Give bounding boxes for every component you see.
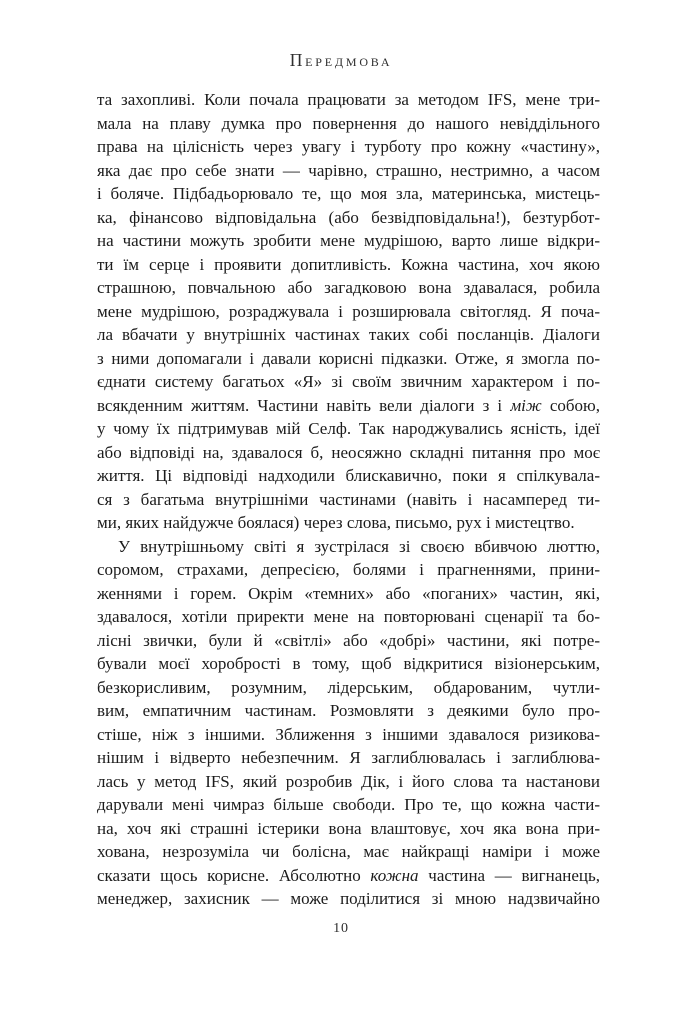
text-line [97, 676, 600, 700]
text-line [97, 206, 600, 230]
text-line [97, 417, 600, 441]
text-segment: хована, незрозуміла чи болісна, має найкращі наміри і може [97, 842, 600, 861]
text-segment: єднати систему багатьох «Я» зі своїм звичним характером і по- [97, 372, 600, 391]
text-segment: безкорисливим, розумним, лідерським, обдарованим, чутли- [97, 677, 600, 697]
text-segment: життя. Ці відповіді надходили блискавично, поки я спілкувала- [97, 466, 600, 485]
text-segment: дарували мені чимраз більше свободи. Про те, що кожна части- [97, 795, 600, 814]
text-segment: ся з багатьма внутрішніми частинами (навіть і насамперед ти- [97, 489, 600, 509]
text-line [97, 699, 600, 723]
text-line [97, 582, 600, 606]
text-segment: частина — вигнанець, [418, 865, 600, 885]
text-segment: здавалося, хотіли приректи мене на повторювані сценарії та бо- [97, 607, 600, 626]
text-line [97, 817, 600, 841]
text-segment: у чому їх підтримував мій Селф. Так народжувались ясність, ідеї [97, 419, 600, 438]
page-number: 10 [333, 921, 349, 936]
text-line [97, 887, 600, 911]
text-segment: сказати щось корисне. Абсолютно [97, 865, 371, 885]
text-line [97, 605, 600, 629]
text-line [97, 323, 600, 347]
text-segment: на частини можуть зробити мене мудрішою, варто лише відкри- [97, 231, 600, 250]
text-segment: всякденним життям. Частини навіть вели діалоги з і [97, 395, 511, 415]
body-text-block [97, 88, 600, 911]
text-segment: соромом, страхами, депресією, болями і прагненнями, прини- [97, 560, 600, 579]
italic-text-segment: кожна [370, 865, 419, 885]
text-line [97, 746, 600, 770]
text-line [97, 464, 600, 488]
text-line [97, 159, 600, 183]
text-segment: права на цілісність через увагу і турботу про кожну «частину», [97, 137, 600, 156]
text-line [97, 629, 600, 653]
text-line [97, 370, 600, 394]
text-line [97, 229, 600, 253]
text-line [97, 488, 600, 512]
text-segment: мала на плаву думка про повернення до нашого невіддільного [97, 113, 600, 133]
chapter-header: Передмова [289, 50, 393, 70]
text-line [97, 770, 600, 794]
text-segment: ти їм серце і проявити допитливість. Кожна частина, хоч якою [97, 254, 600, 274]
text-segment: нішим і відверто небезпечним. Я заглиблювалась і заглиблюва- [97, 748, 600, 767]
text-line [97, 135, 600, 159]
text-segment: бували моєї хоробрості в тому, щоб відкритися візіонерським, [97, 654, 600, 673]
text-segment: лісні звички, були й «світлі» або «добрі» частини, які потре- [97, 630, 600, 650]
text-segment: яка дає про себе знати — чарівно, страшно, нестримно, а часом [97, 160, 600, 180]
text-segment: женнями і горем. Окрім «темних» або «поганих» частин, які, [97, 583, 600, 603]
text-segment: лась у метод IFS, який розробив Дік, і його слова та настанови [97, 771, 600, 791]
text-line [97, 558, 600, 582]
text-segment: мене мудрішою, розраджувала і розширювала світогляд. Я поча- [97, 301, 600, 321]
text-segment: і боляче. Підбадьорювало те, що моя зла, материнська, мистець- [97, 184, 600, 203]
text-segment: вим, емпатичним частинам. Розмовляти з деякими було про- [97, 701, 600, 720]
text-line [97, 347, 600, 371]
text-line [97, 864, 600, 888]
text-line [97, 840, 600, 864]
text-segment: У внутрішньому світі я зустрілася зі своєю вбивчою люттю, [118, 536, 600, 556]
text-line [97, 723, 600, 747]
text-line [97, 441, 600, 465]
text-segment: ла вбачати у внутрішніх частинах таких собі посланців. Діалоги [97, 325, 600, 344]
text-segment: та захопливі. Коли почала працювати за методом IFS, мене три- [97, 90, 600, 109]
italic-text-segment: між [510, 395, 542, 415]
text-line [97, 300, 600, 324]
text-line [97, 88, 600, 112]
text-line [97, 535, 600, 559]
text-line [97, 276, 600, 300]
text-line [97, 253, 600, 277]
text-segment: або відповіді на, здавалося б, неосяжно складні питання про моє [97, 442, 600, 462]
text-segment: ми, яких найдужче боялася) через слова, письмо, рух і мистецтво. [97, 513, 575, 532]
text-segment: на, хоч які страшні істерики вона влаштовує, хоч яка вона при- [97, 818, 600, 838]
text-segment: собою, [541, 395, 600, 415]
text-line [97, 793, 600, 817]
text-segment: стіше, ніж з іншими. Зближення з іншими здавалося ризикова- [97, 724, 600, 744]
text-line [97, 511, 600, 535]
text-segment: з ними допомагали і давали корисні підказки. Отже, я змогла по- [97, 348, 600, 368]
text-line [97, 394, 600, 418]
text-line [97, 182, 600, 206]
text-segment: страшною, повчальною або загадковою вона здавалася, робила [97, 278, 600, 297]
text-line [97, 652, 600, 676]
text-line [97, 112, 600, 136]
text-segment: ка, фінансово відповідальна (або безвідповідальна!), безтурбот- [97, 207, 600, 227]
text-segment: менеджер, захисник — може поділитися зі мною надзвичайно [97, 889, 600, 908]
